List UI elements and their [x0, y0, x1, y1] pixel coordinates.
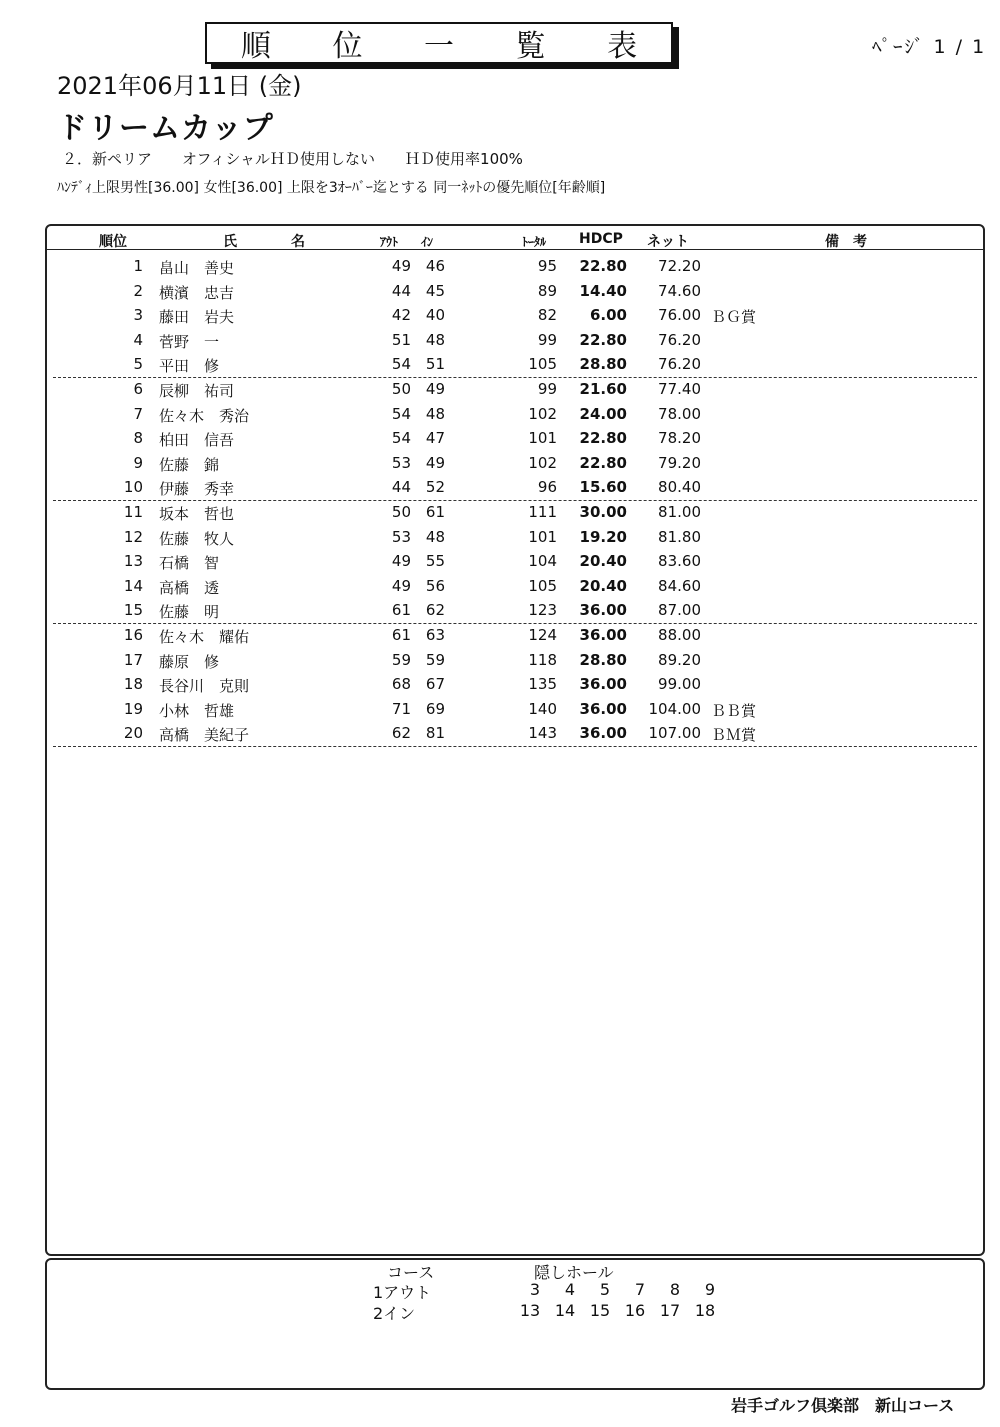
name-cell: 菅野 一 [159, 332, 220, 351]
rank-cell: 5 [133, 355, 143, 374]
in-cell: 67 [425, 675, 445, 694]
rank-cell: 6 [133, 379, 143, 398]
hdcp-cell: 36.00 [579, 675, 627, 694]
rank-cell: 2 [133, 281, 143, 300]
rank-cell: 19 [123, 699, 143, 718]
total-cell: 105 [528, 355, 557, 374]
total-cell: 99 [537, 330, 557, 349]
scoring-conditions: ２．新ペリア オフィシャルＨＤ使用しない ＨＤ使用率100% [62, 150, 523, 168]
name-cell: 佐々木 耀佑 [159, 627, 250, 646]
in-cell: 56 [425, 576, 445, 595]
table-row [47, 623, 983, 648]
hdcp-cell: 20.40 [579, 552, 627, 571]
net-cell: 107.00 [648, 724, 701, 743]
name-cell: 柏田 信吾 [159, 431, 235, 450]
name-cell: 平田 修 [159, 357, 220, 376]
header-name-last: 名 [291, 234, 305, 250]
handicap-rule: ﾊﾝﾃﾞｨ上限男性[36.00] 女性[36.00] 上限を3ｵｰﾊﾞｰ迄とする 同一ﾈｯﾄの優先順位[年齢順] [57, 180, 606, 196]
course-label: 1アウト [373, 1283, 432, 1302]
table-row [47, 402, 983, 427]
total-cell: 140 [528, 699, 557, 718]
hdcp-cell: 22.80 [579, 257, 627, 275]
table-row [47, 451, 983, 476]
in-cell: 61 [425, 502, 445, 521]
name-cell: 辰柳 祐司 [159, 381, 235, 400]
net-cell: 89.20 [658, 650, 701, 669]
header-note: 備 考 [825, 234, 867, 250]
total-cell: 143 [528, 724, 557, 743]
rank-cell: 7 [133, 404, 143, 423]
out-cell: 68 [391, 675, 411, 694]
total-cell: 82 [537, 306, 557, 325]
name-cell: 佐々木 秀治 [159, 406, 250, 425]
net-cell: 83.60 [658, 552, 701, 571]
table-row [47, 426, 983, 451]
name-cell: 藤田 岩夫 [159, 308, 235, 327]
hidden-hole: 14 [554, 1301, 576, 1320]
in-cell: 48 [425, 404, 445, 423]
out-cell: 44 [391, 478, 411, 497]
name-cell: 伊藤 秀幸 [159, 480, 235, 499]
in-cell: 46 [425, 257, 445, 275]
total-cell: 104 [528, 552, 557, 571]
header-net: ネット [647, 234, 689, 250]
table-row [47, 475, 983, 500]
total-cell: 135 [528, 675, 557, 694]
net-cell: 74.60 [658, 281, 701, 300]
table-row [47, 598, 983, 623]
club-footer: 岩手ゴルフ倶楽部 新山コース [731, 1396, 955, 1415]
hdcp-cell: 30.00 [579, 502, 627, 521]
results-table [45, 224, 985, 1256]
table-row [47, 648, 983, 673]
rank-cell: 9 [133, 453, 143, 472]
out-cell: 61 [391, 601, 411, 620]
out-cell: 54 [391, 429, 411, 448]
table-row [47, 500, 983, 525]
net-cell: 79.20 [658, 453, 701, 472]
header-total: ﾄｰﾀﾙ [522, 235, 547, 249]
net-cell: 99.00 [658, 675, 701, 694]
hidden-hole: 15 [589, 1301, 611, 1320]
rank-cell: 3 [133, 306, 143, 325]
total-cell: 105 [528, 576, 557, 595]
hdcp-cell: 6.00 [589, 306, 627, 325]
out-cell: 51 [391, 330, 411, 349]
table-row [47, 279, 983, 304]
event-date: 2021年06月11日 (金) [57, 72, 302, 100]
header-in: ｲﾝ [421, 235, 434, 249]
hidden-hole: 16 [624, 1301, 646, 1320]
hidden-hole: 4 [564, 1280, 576, 1299]
out-cell: 49 [391, 257, 411, 275]
hdcp-cell: 21.60 [579, 379, 627, 398]
name-cell: 藤原 修 [159, 652, 220, 671]
out-cell: 44 [391, 281, 411, 300]
group-divider [53, 746, 977, 747]
table-row [47, 352, 983, 377]
net-cell: 78.20 [658, 429, 701, 448]
net-cell: 76.20 [658, 330, 701, 349]
total-cell: 102 [528, 453, 557, 472]
in-cell: 52 [425, 478, 445, 497]
rank-cell: 10 [123, 478, 143, 497]
hidden-holes-header: 隠しホール [534, 1263, 614, 1282]
hdcp-cell: 22.80 [579, 429, 627, 448]
table-row [47, 549, 983, 574]
total-cell: 99 [537, 379, 557, 398]
header-hdcp: HDCP [579, 231, 623, 247]
note-cell: ＢＭ賞 [711, 726, 757, 745]
name-cell: 畠山 善史 [159, 259, 235, 277]
name-cell: 高橋 美紀子 [159, 726, 250, 745]
in-cell: 62 [425, 601, 445, 620]
note-cell: ＢＢ賞 [711, 701, 757, 720]
net-cell: 84.60 [658, 576, 701, 595]
table-row [47, 672, 983, 697]
rank-cell: 11 [123, 502, 143, 521]
out-cell: 54 [391, 355, 411, 374]
out-cell: 50 [391, 379, 411, 398]
header-divider [47, 249, 983, 250]
total-cell: 95 [537, 257, 557, 275]
out-cell: 59 [391, 650, 411, 669]
hdcp-cell: 36.00 [579, 724, 627, 743]
rank-cell: 17 [123, 650, 143, 669]
net-cell: 80.40 [658, 478, 701, 497]
hidden-hole: 5 [599, 1280, 611, 1299]
in-cell: 69 [425, 699, 445, 718]
page-indicator: ﾍﾟｰｼﾞ 1 / 1 [872, 36, 987, 58]
in-cell: 55 [425, 552, 445, 571]
table-row [47, 697, 983, 722]
rank-cell: 16 [123, 625, 143, 644]
hidden-hole: 8 [669, 1280, 681, 1299]
net-cell: 78.00 [658, 404, 701, 423]
course-label: 2イン [373, 1304, 416, 1323]
out-cell: 53 [391, 527, 411, 546]
rank-cell: 8 [133, 429, 143, 448]
in-cell: 48 [425, 330, 445, 349]
note-cell: ＢＧ賞 [711, 308, 757, 327]
hdcp-cell: 36.00 [579, 699, 627, 718]
hidden-holes-table [45, 1258, 985, 1390]
rank-cell: 4 [133, 330, 143, 349]
name-cell: 石橋 智 [159, 554, 220, 573]
hdcp-cell: 22.80 [579, 453, 627, 472]
out-cell: 71 [391, 699, 411, 718]
name-cell: 佐藤 牧人 [159, 529, 235, 548]
table-row [47, 303, 983, 328]
total-cell: 111 [528, 502, 557, 521]
results-rows [47, 254, 983, 746]
header-rank: 順位 [99, 234, 127, 250]
out-cell: 50 [391, 502, 411, 521]
table-row [47, 721, 983, 746]
total-cell: 123 [528, 601, 557, 620]
hdcp-cell: 24.00 [579, 404, 627, 423]
hdcp-cell: 36.00 [579, 625, 627, 644]
in-cell: 63 [425, 625, 445, 644]
course-header: コース [387, 1263, 435, 1282]
total-cell: 89 [537, 281, 557, 300]
hidden-hole: 3 [529, 1280, 541, 1299]
hidden-hole: 13 [519, 1301, 541, 1320]
net-cell: 81.80 [658, 527, 701, 546]
header-name-first: 氏 [223, 234, 237, 250]
table-row [47, 525, 983, 550]
name-cell: 小林 哲雄 [159, 701, 235, 720]
rank-cell: 12 [123, 527, 143, 546]
hidden-hole: 17 [659, 1301, 681, 1320]
table-row [47, 254, 983, 279]
hdcp-cell: 20.40 [579, 576, 627, 595]
in-cell: 49 [425, 379, 445, 398]
hdcp-cell: 19.20 [579, 527, 627, 546]
table-row [47, 377, 983, 402]
total-cell: 102 [528, 404, 557, 423]
out-cell: 61 [391, 625, 411, 644]
out-cell: 42 [391, 306, 411, 325]
hdcp-cell: 14.40 [579, 281, 627, 300]
name-cell: 高橋 透 [159, 578, 220, 597]
net-cell: 76.00 [658, 306, 701, 325]
in-cell: 59 [425, 650, 445, 669]
out-cell: 53 [391, 453, 411, 472]
hdcp-cell: 28.80 [579, 355, 627, 374]
total-cell: 101 [528, 429, 557, 448]
net-cell: 88.00 [658, 625, 701, 644]
name-cell: 坂本 哲也 [159, 504, 235, 523]
header-out: ｱｳﾄ [380, 235, 399, 249]
in-cell: 81 [425, 724, 445, 743]
in-cell: 51 [425, 355, 445, 374]
name-cell: 佐藤 明 [159, 603, 220, 622]
hidden-hole: 9 [704, 1280, 716, 1299]
out-cell: 62 [391, 724, 411, 743]
total-cell: 124 [528, 625, 557, 644]
page-title: 順 位 一 覧 表 [240, 29, 664, 64]
net-cell: 81.00 [658, 502, 701, 521]
rank-cell: 13 [123, 552, 143, 571]
net-cell: 76.20 [658, 355, 701, 374]
out-cell: 49 [391, 552, 411, 571]
out-cell: 49 [391, 576, 411, 595]
rank-cell: 1 [133, 257, 143, 275]
net-cell: 72.20 [658, 257, 701, 275]
net-cell: 87.00 [658, 601, 701, 620]
hidden-hole: 18 [694, 1301, 716, 1320]
name-cell: 佐藤 錦 [159, 455, 220, 474]
hdcp-cell: 15.60 [579, 478, 627, 497]
table-row [47, 574, 983, 599]
in-cell: 47 [425, 429, 445, 448]
in-cell: 40 [425, 306, 445, 325]
in-cell: 48 [425, 527, 445, 546]
hdcp-cell: 22.80 [579, 330, 627, 349]
hidden-hole: 7 [634, 1280, 646, 1299]
total-cell: 101 [528, 527, 557, 546]
name-cell: 横濱 忠吉 [159, 283, 235, 302]
name-cell: 長谷川 克則 [159, 677, 250, 696]
in-cell: 49 [425, 453, 445, 472]
total-cell: 118 [528, 650, 557, 669]
rank-cell: 20 [123, 724, 143, 743]
rank-cell: 14 [123, 576, 143, 595]
title-box [205, 22, 673, 64]
net-cell: 104.00 [648, 699, 701, 718]
hdcp-cell: 36.00 [579, 601, 627, 620]
rank-cell: 15 [123, 601, 143, 620]
in-cell: 45 [425, 281, 445, 300]
table-row [47, 328, 983, 353]
net-cell: 77.40 [658, 379, 701, 398]
out-cell: 54 [391, 404, 411, 423]
event-name: ドリームカップ [57, 111, 274, 146]
hdcp-cell: 28.80 [579, 650, 627, 669]
total-cell: 96 [537, 478, 557, 497]
rank-cell: 18 [123, 675, 143, 694]
